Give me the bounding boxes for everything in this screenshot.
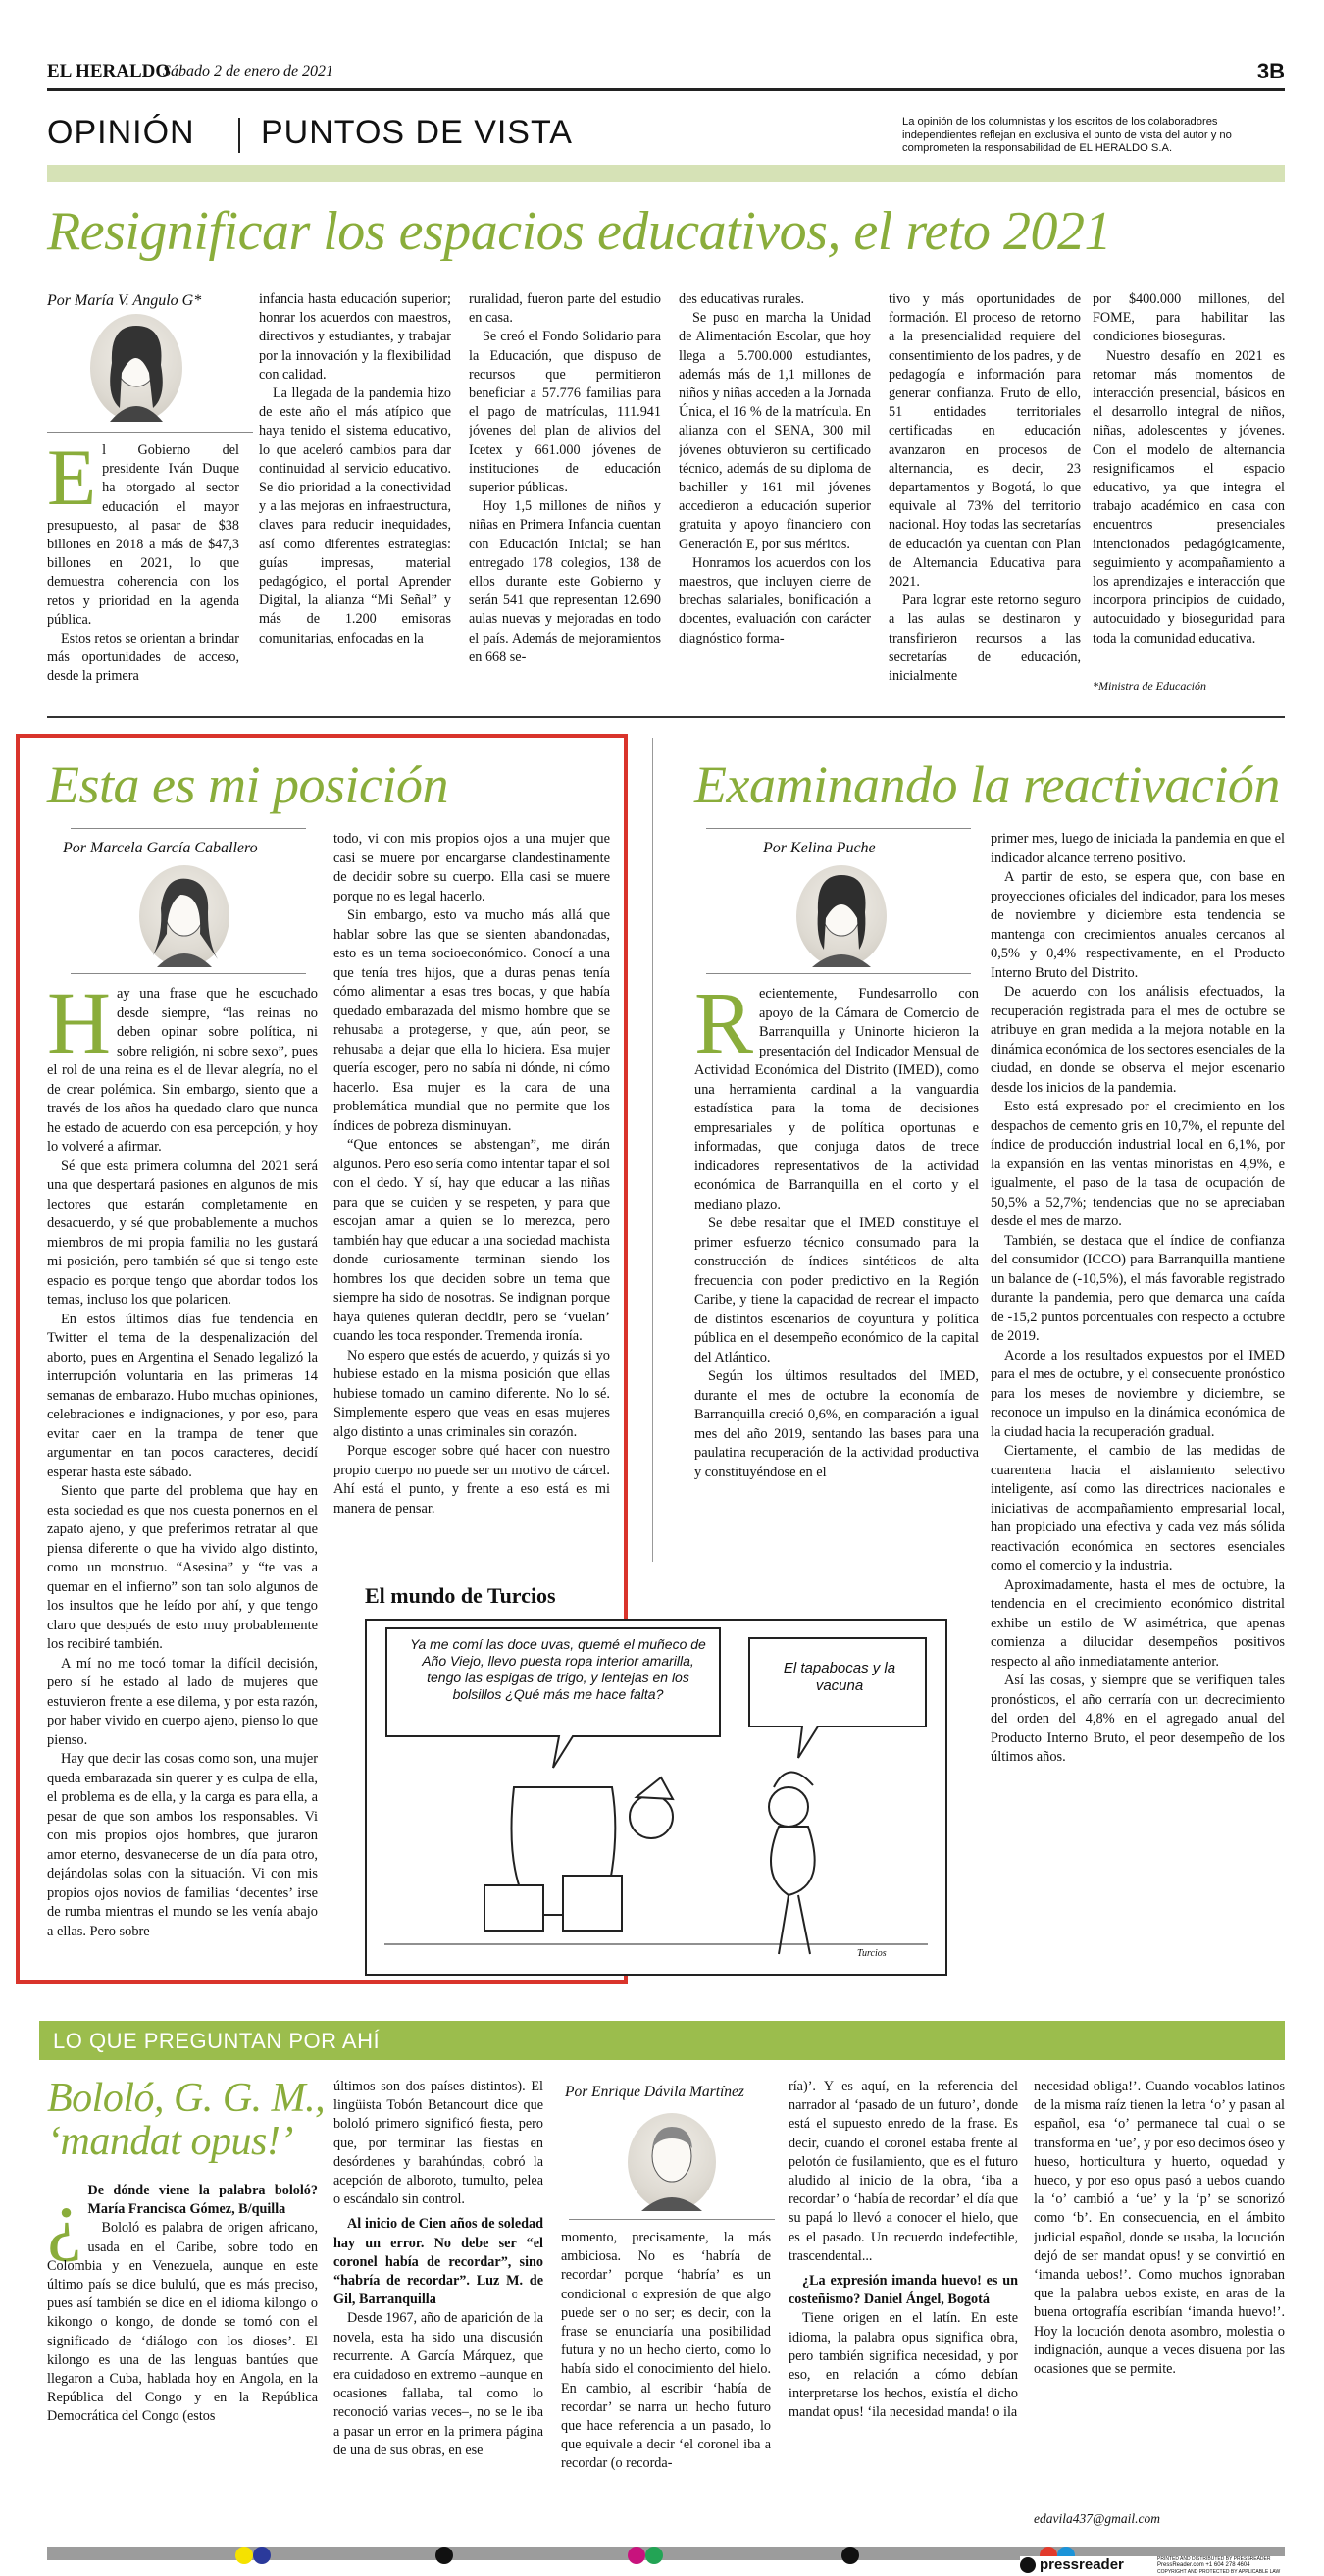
article2-byline: Por Marcela García Caballero [63, 840, 258, 856]
article2-dropcap: H [47, 985, 111, 1072]
article1-footnote: *Ministra de Educación [1093, 679, 1206, 693]
article3-title: Examinando la reactivación [694, 755, 1280, 814]
article1-col3: ruralidad, fueron parte del estudio en casa. Se creó el Fondo Solidario para la Educación, que dispuso de recursos que permitieron beneficiar a 57.776 familias para el pago de matrículas, 111.941 jóvenes del plan de alivios del Icetex y 661.000 jóvenes de instituciones de educación superior públicas. Hoy 1,5 millones de niños y niñas en Primera Infancia cuentan con Educación Inicial; se han entregado 178 colegios, 138 de ellos durante este Gobierno y serán 541 que representan 12.690 aulas nuevas y mejoradas en todo el país. Además de mejoramientos en 668 se- [469, 291, 661, 665]
cartoon-title: El mundo de Turcios [365, 1583, 556, 1608]
issue-date: Sábado 2 de enero de 2021 [163, 63, 334, 79]
article4-question-2: Al inicio de Cien años de soledad hay un error. No debe ser “el coronel había de recordar”, sino “habría de recordar”. Luz M. de Gil, Barranquilla [333, 2216, 543, 2308]
cartoon-frame [365, 1619, 947, 1976]
article1-dropcap: E [47, 441, 97, 522]
article1-bottom-rule [47, 716, 1285, 718]
article3-portrait-rule [706, 973, 971, 974]
cartoon-bubble-right: El tapabocas y la vacuna [783, 1660, 896, 1694]
article1-col2: infancia hasta educación superior; honrar los acuerdos con maestros, directivos y estudiantes, y trabajar por la innovación y la flexibilidad con calidad. La llegada de la pandemia hizo de este año el más atípico que haya tenido el sistema educativo, lo que aceleró cambios para dar continuidad al servicio educativo. Se dio prioridad a la conectividad y a las mejoras en infraestructura, claves para reducir inequidades, así como diferentes estrategias: guías impresas, material pedagógico, el portal Aprender Digital, la alianza “Mi Señal” y más de 1.200 emisoras comunitarias, enfocadas en la [259, 291, 451, 646]
registration-dot-yellow [235, 2547, 253, 2564]
article4-question-3: ¿La expresión imanda huevo! es un costeñismo? Daniel Ángel, Bogotá [789, 2273, 1018, 2308]
registration-dot-blue [253, 2547, 271, 2564]
article4-question-1: De dónde viene la palabra bololó? María Francisca Gómez, B/quilla [87, 2183, 318, 2218]
pressreader-fine-2: PressReader.com +1 604 278 4604 [1157, 2562, 1250, 2568]
section-divider [238, 118, 240, 153]
registration-dot-black [435, 2547, 453, 2564]
article2-byline-rule [71, 828, 306, 829]
article3-byline: Por Kelina Puche [763, 840, 876, 856]
article1-portrait [90, 314, 182, 422]
article1-col5: tivo y más oportunidades de formación. El proceso de retorno a la presencialidad requiere del consentimiento de los padres, y de pedagogía e información para generar confianza. Fruto de ello, 51 entidades territoriales certificadas en educación avanzaron en procesos de alternancia, es decir, 23 departamentos y Bogotá, lo que equivale al 73% del territorio nacional. Hoy todas las secretarías de educación ya cuentan con Plan de Alternancia Educativa para 2021. Para lograr este retorno seguro a las aulas se destinaron y transfirieron recursos a las secretarías de educación, inicialmente [889, 291, 1081, 685]
article2-col2: todo, vi con mis propios ojos a una mujer que casi se muere por encargarse clandestinamente de decidir sobre su cuerpo. Ella casi se muere porque no es legal hacerlo. Sin embargo, esto va mucho más allá que hablar sobre las que se sienten abandonadas, esto es un tema socioeconómico. Conocí a una que tenía tres hijos, que a duras penas tenía cómo alimentar a esas tres bocas, y que había quedado embarazada del mismo hombre que se rehusaba a protegerse, y que, aún peor, se rehusaba a dejar que ella lo hiciera. Esa mujer quería escoger, pero no sabía ni dónde, ni cómo hacerlo. Esa mujer es la cara de una problemática mundial que no permite que los índices de pobreza disminuyan. “Que entonces se abstengan”, me dirán algunos. Pero eso sería como intentar tapar el sol con el dedo. Y sí, hay que educar a las niñas para que se cuiden y se respeten, y para que escojan amar a quien se lo merezca, pero también hay que educar a una sociedad machista donde curiosamente terminan siendo los hombres los que deciden sobre un tema que siempre ha sido de nosotras. Se indignan porque haya quienes quieran decidir, pero se ‘vuelan’ cuando les toca responder. Tremenda ironía. No espero que estés de acuerdo, y quizás si yo hubiese estado en la misma posición que ellas hubiese tomado un camino diferente. No lo sé. Simplemente espero que veas en esas mujeres algo distinto a unas criminales sin corazón. Porque escoger sobre qué hacer con nuestro propio cuerpo no puede ser un motivo de cárcel. Ahí está el punto, y frente a eso está es mi manera de pensar. [333, 831, 610, 1517]
article4-col1: ¿ De dónde viene la palabra bololó? María Francisca Gómez, B/quilla Bololó es palabra de origen africano, usada en el Caribe, sobre todo en Colombia y en Venezuela, aunque en este último país se dice bululú, que es más preciso, pues así también se dice en el idioma kilongo o kikongo o kongo, de donde se tomó con el significado de ‘diálogo con los dioses’. El kilongo es una de las lenguas bantúes que llegaron a Cuba, hablada hoy en Angola, en la República del Congo y en la República Democrática del Congo (estos [47, 2182, 318, 2425]
article4-col3: momento, precisamente, la más ambiciosa. No es ‘habría de recordar’ porque ‘habría’ es un condicional o expresión de que algo puede ser o no ser; es decir, con la frase se enunciaría una posibilidad futura y no un hecho cierto, como lo había sido el conocimiento del hielo. En cambio, al escribir ‘había de recordar’ se narra un hecho futuro que hace referencia a un pasado, lo que equivale a decir ‘el coronel iba a recordar (o recorda- [561, 2230, 771, 2472]
article4-banner [39, 2021, 1285, 2060]
article2-title: Esta es mi posición [47, 755, 448, 814]
article2-portrait [139, 865, 229, 967]
pressreader-logo-icon [1020, 2557, 1036, 2573]
article4-col5: necesidad obliga!’. Cuando vocablos latinos de la misma raíz tienen la letra ‘o’ y pasan al español, esa ‘o’ permanece tal cual o se transforma en ‘ue’, y por eso decimos óseo y hueso, horticultura y huerto, oquedad y hueco, y por eso opus pasó a uebos cuando la ‘o’ cambió a ‘ue’ y la ‘p’ se sonorizó como ‘b’. En consecuencia, en el ámbito judicial español, donde se usaba, la locución dejó de ser mandat opus! y se convirtió en ‘imanda uebos!’. Como muchos ignoraban que la palabra uebos existe, en aras de la buena ortografía escribían ‘imanda huevo!’. Hoy la locución denota asombro, molestia o indignación, aunque a veces disuena por las ocasiones que se permite. [1034, 2079, 1285, 2378]
article3-col1: R ecientemente, Fundesarrollo con apoyo de la Cámara de Comercio de Barranquilla y Uninorte hicieron la presentación del Indicador Mensual de Actividad Económica del Distrito (IMED), como una herramienta cardinal a la vanguardia estadística para la toma de decisiones empresariales y de política oportunas e informadas, que conjuga datos de trece indicadores representativos de la actividad económica de Barranquilla en el corto y el mediano plazo. Se debe resaltar que el IMED constituye el primer esfuerzo técnico consumado para la construcción de índices sintéticos de alta frecuencia con poder predictivo en la Región Caribe, y tiene la capacidad de recrear el impacto de distintos escenarios de coyuntura y política pública en el desempeño económico de la capital del Atlántico. Según los últimos resultados del IMED, durante el mes de octubre la economía de Barranquilla creció 0,6%, en comparación a igual mes del año 2019, sentando las bases para una paulatina recuperación de la actividad productiva y constituyéndose en el [694, 985, 979, 1480]
article4-banner-text: LO QUE PREGUNTAN POR AHÍ [53, 2029, 381, 2053]
article4-dropcap: ¿ [47, 2182, 82, 2263]
masthead-rule [47, 88, 1285, 91]
section-green-rule [47, 165, 1285, 182]
pressreader-brand: pressreader [1040, 2556, 1124, 2573]
section-header [47, 110, 1285, 159]
article3-byline-rule [706, 828, 971, 829]
article4-col2: últimos son dos países distintos). El lingüista Tobón Betancourt dice que bololó primero significó fiesta, pero que, por terminar las fiestas en desórdenes y barahúndas, cobró la acepción de alboroto, tumulto, pelea o escándalo sin control. Al inicio de Cien años de soledad hay un error. No debe ser “el coronel había de recordar”, sino “habría de recordar”. Luz M. de Gil, Barranquilla Desde 1967, año de aparición de la novela, esta ha sido una discusión recurrente. A García Márquez, que era cuidadoso en extremo –aunque en ocasiones fallaba, tal como lo reconoció varias veces–, no se le iba a pasar un error en la primera página de una de sus obras, en ese [333, 2079, 543, 2458]
article1-col6: por $400.000 millones, del FOME, para habilitar las condiciones bioseguras. Nuestro desafío en 2021 es retomar más momentos de interacción presencial, básicos en el desarrollo integral de niños, niñas, adolescentes y jóvenes. Con el modelo de alternancia resignificamos el espacio educativo, ya que integra el trabajo académico en casa con encuentros presenciales intencionados pedagógicamente, seguimiento y acompañamiento a los aprendizajes e interacción que incorpora principios de cuidado, autocuidado y bioseguridad para toda la comunidad educativa. [1093, 291, 1285, 646]
center-divider [652, 738, 653, 1562]
article3-portrait [796, 865, 887, 967]
section-disclaimer: La opinión de los columnistas y los escritos de los colaboradores independientes reflejan en exclusiva el punto de vista del autor y no comprometen la responsabilidad de EL HERALDO S.A. [902, 116, 1232, 154]
article1-byline: Por María V. Angulo G* [47, 292, 202, 309]
article4-title-1: Bololó, G. G. M., [47, 2076, 326, 2121]
article4-email: edavila437@gmail.com [1034, 2511, 1161, 2526]
page-number: 3B [1256, 59, 1285, 83]
pressreader-fine-3: COPYRIGHT AND PROTECTED BY APPLICABLE LAW [1157, 2569, 1281, 2575]
cartoon-signature: Turcios [857, 1948, 887, 1959]
article3-col2: primer mes, luego de iniciada la pandemia en que el indicador alcance terreno positivo. A partir de esto, se espera que, con base en proyecciones oficiales del indicador, para los meses de noviembre y diciembre esta tendencia se mantenga con crecimientos anuales cercanos al 0,5% y 0,4% respectivamente, en el Producto Interno Bruto del Distrito. De acuerdo con los análisis efectuados, la recuperación registrada para el mes de octubre se atribuye en gran medida a la mejora notable en la dinámica económica de los sectores esenciales de la ciudad, en donde se observa el mejor escenario desde los inicios de la pandemia. Esto está expresado por el crecimiento en los despachos de cemento gris en 10,7%, el repunte del índice de producción industrial local en 6,1%, por la expansión en las ventas minoristas en 4,9%, e igualmente, el paso de la tasa de ocupación de 50,5% a 52,7%; tendencias que no se apreciaban desde el mes de marzo. También, se destaca que el índice de confianza del consumidor (ICCO) para Barranquilla mantiene un balance de (-10,5%), el más favorable registrado durante la pandemia, pero que demarca una caída de -15,2 puntos porcentuales con respecto a octubre de 2019. Acorde a los resultados expuestos por el IMED para el mes de octubre, y el consecuente pronóstico para los meses de noviembre y diciembre, se reconoce un impulso en la dinámica económica de la ciudad hacia la recuperación gradual. Ciertamente, el cambio de las medidas de cuarentena hacia el aislamiento selectivo inteligente, así como las directrices nacionales e iniciativas de acompañamiento empresarial local, han propiciado una efectiva y cada vez más sólida reactivación económica en sectores esenciales como el comercio y la industria. Aproximadamente, hasta el mes de octubre, la tendencia en el crecimiento económico distrital exhibe un estilo de W asimétrica, que apenas comienza a dilucidar desempeños positivos respecto al año inmediatamente anterior. Así las cosas, y siempre que se verifiquen tales pronósticos, el año cerraría con un decrecimiento del orden del 4,8% en el agregado anual del Producto Interno Bruto, el peor desempeño de los últimos años. [991, 831, 1285, 1765]
article4-title-2: ‘mandat opus!’ [47, 2119, 293, 2164]
article2-col1: H ay una frase que he escuchado desde siempre, “las reinas no deben opinar sobre política, ni sobre religión, ni sobre sexo”, pues el rol de una reina es el de llevar alegría, no el de crear polémica. Sin embargo, siento que a través de los años ha quedado claro que nunca he estado de acuerdo con esa percepción, y hoy lo volveré a afirmar. Sé que esta primera columna del 2021 será una que despertará pasiones en algunos de mis lectores que estarán completamente en desacuerdo, y sé que probablemente a muchos miembros de mi propia familia no les gustará mi posición, pero también sé que si tengo este espacio es porque tengo que abordar todos los temas, incluso los que polaricen. En estos últimos días fue tendencia en Twitter el tema de la despenalización del aborto, pues en Argentina el Senado legalizó la interrupción voluntaria en las primeras 14 semanas de embarazo. Hubo muchas opiniones, celebraciones e indignaciones, y por eso, para evitar caer en la trampa de tener que argumentar en tan pocos caracteres, decidí esperar hasta este sábado. Siento que parte del problema que hay en esta sociedad es que nos cuesta ponernos en el zapato ajeno, y que preferimos retratar al que piensa diferente o que ha vivido algo distinto, como un monstruo. “Asesina” y “te vas a quemar en el infierno” son tan solo algunos de los insultos que he leído por ahí, y que tengo claro que después de esto muy probablemente los recibiré también. A mí no me tocó tomar la difícil decisión, pero sí he estado al lado de mujeres que estuvieron frente a ese dilema, y por esta razón, por haber vivido en cuerpo ajeno, pienso lo que pienso. Hay que decir las cosas como son, una mujer queda embarazada sin querer y es culpa de ella, el problema es de ella, y la carga es para ella, a pesar de que son ambos los responsables. Vi con mis propios ojos hombres, que juraron amor eterno, desvanecerse de un día para otro, dejándolas solas con la situación. Vi con mis propios ojos novios de familias ‘decentes’ irse de rumba mientras el mundo se les venía abajo a ellas. Pero sobre [47, 985, 318, 1939]
registration-dot-green [645, 2547, 663, 2564]
article1-byline-rule [47, 432, 253, 433]
article4-col4: ría)’. Y es aquí, en la referencia del narrador al ‘pasado de un futuro’, donde está el supuesto enredo de la frase. Es decir, cuando el coronel estaba frente al pelotón de fusilamiento, que es el futuro aludido al inicio de la obra, ‘iba a recordar’ o ‘había de recordar’ el día que su papá lo llevó a conocer el hielo, que es el pasado. Un recuerdo indefectible, trascendental... ¿La expresión imanda huevo! es un costeñismo? Daniel Ángel, Bogotá Tiene origen en el latín. En este idioma, la palabra opus significa obra, pero también significa necesidad, y por eso, en relación a cómo debían interpretarse los hechos, existía el dicho mandat opus! ‘ila necesidad manda! o ila [789, 2079, 1018, 2421]
masthead [47, 59, 1285, 84]
article1-title: Resignificar los espacios educativos, el reto 2021 [47, 201, 1111, 262]
article2-portrait-rule [71, 973, 306, 974]
article4-portrait-rule [569, 2219, 775, 2220]
article3-dropcap: R [694, 985, 754, 1072]
section-left: OPINIÓN [47, 114, 195, 151]
article4-portrait [628, 2113, 716, 2211]
registration-dot-magenta [628, 2547, 645, 2564]
article1-col1: E l Gobierno del presidente Iván Duque ha otorgado al sector educación el mayor presupuesto, al pasar de $38 billones en 2018 a más de $47,3 billones en 2021, lo que demuestra coherencia con los retos y prioridad en la agenda pública. Estos retos se orientan a brindar más oportunidades de acceso, desde la primera [47, 441, 239, 685]
cartoon-bubble-left: Ya me comí las doce uvas, quemé el muñeco de Año Viejo, llevo puesta ropa interior amarilla, tengo las espigas de trigo, y lentejas en los bolsillos ¿Qué más me hace falta? [410, 1636, 706, 1702]
pressreader-badge [1020, 2556, 1285, 2576]
article4-byline: Por Enrique Dávila Martínez [565, 2084, 744, 2100]
registration-dot-black-2 [841, 2547, 859, 2564]
section-right: PUNTOS DE VISTA [261, 114, 573, 151]
pressreader-fine-1: PRINTED AND DISTRIBUTED BY PRESSREADER [1157, 2556, 1271, 2562]
paper-name: EL HERALDO [47, 61, 171, 81]
article1-col4: des educativas rurales. Se puso en marcha la Unidad de Alimentación Escolar, que hoy llega a 5.700.000 estudiantes, además más de 1,1 millones de niños y niñas acceden a la Jornada Única, el 16 % de la matrícula. En alianza con el SENA, 300 mil jóvenes obtuvieron su certificado técnico, además de su diploma de bachiller y 161 mil jóvenes accedieron a educación superior gratuita y apoyo financiero con Generación E, por sus méritos. Honramos los acuerdos con los maestros, que incluyen cierre de brechas salariales, bonificación a docentes, evaluación con carácter diagnóstico forma- [679, 291, 871, 646]
